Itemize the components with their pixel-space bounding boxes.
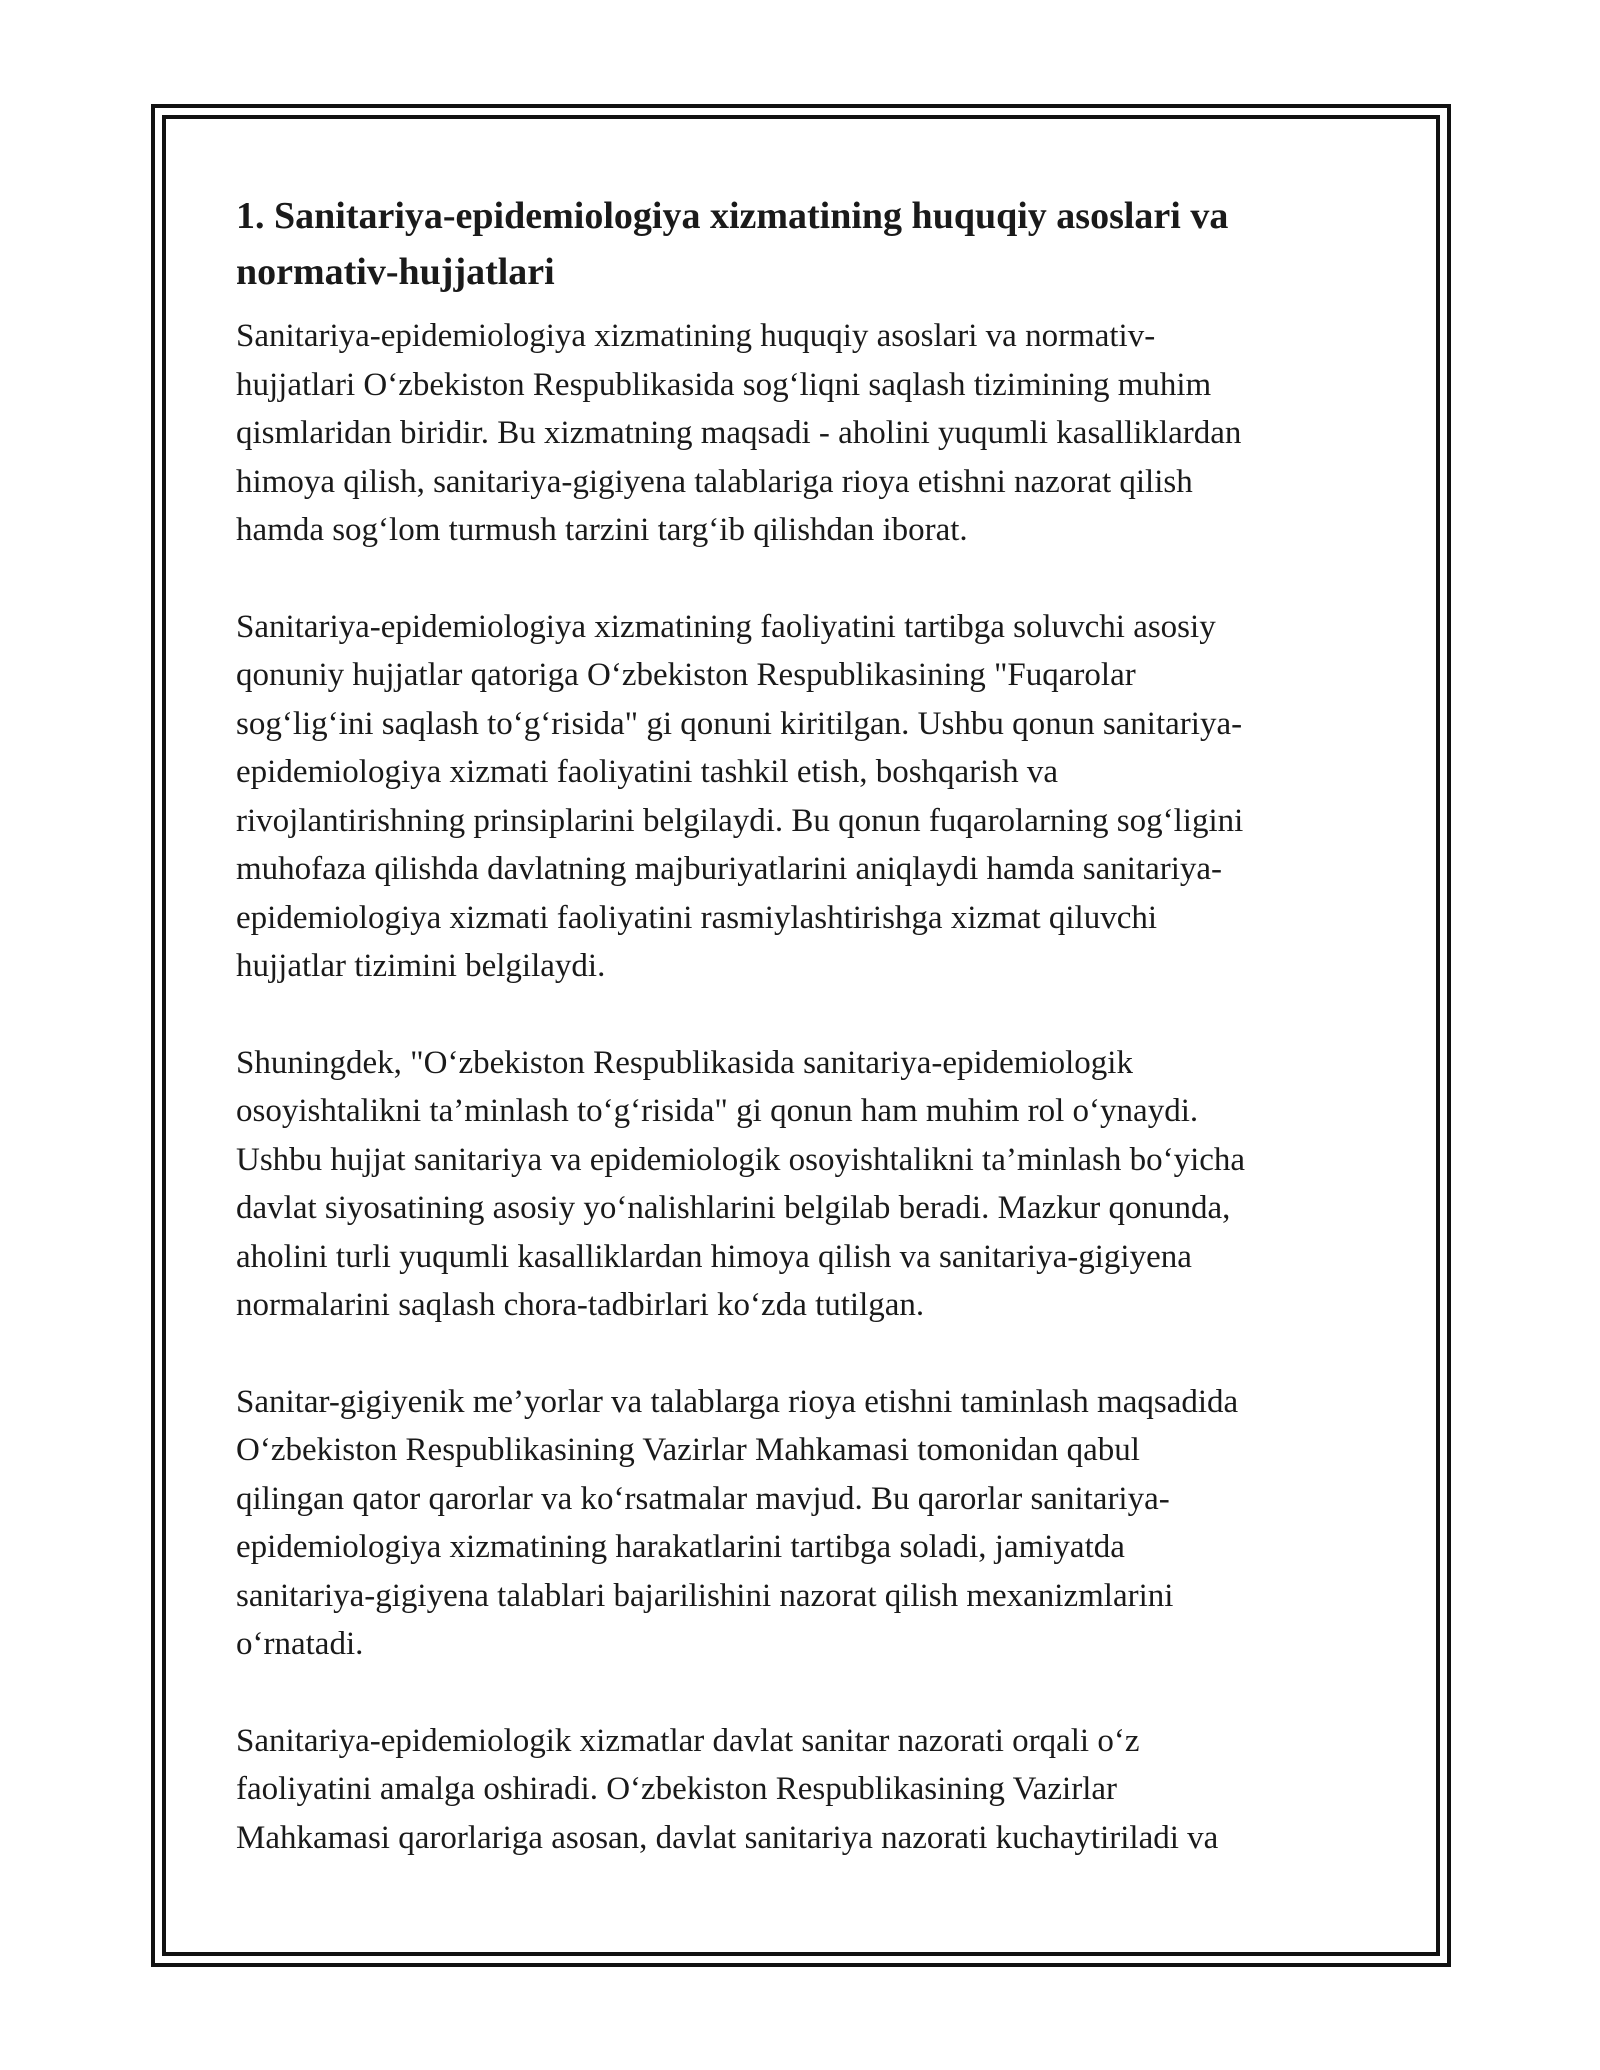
text-line: hujjatlari O‘zbekiston Respublikasida sog‘liqni saqlash tizimining muhim — [236, 366, 1212, 403]
paragraph-4 — [236, 1378, 1376, 1669]
text-line: epidemiologiya xizmati faoliyatini rasmiylashtirishga xizmat qiluvchi — [236, 899, 1158, 936]
paragraph-1 — [236, 312, 1376, 555]
text-line: himoya qilish, sanitariya-gigiyena talablariga rioya etishni nazorat qilish — [236, 463, 1193, 500]
text-line: Ushbu hujjat sanitariya va epidemiologik osoyishtalikni ta’minlash bo‘yicha — [236, 1141, 1246, 1178]
text-line: Mahkamasi qarorlariga asosan, davlat sanitariya nazorati kuchaytiriladi va — [236, 1819, 1219, 1856]
text-line: Sanitar-gigiyenik me’yorlar va talablarga rioya etishni taminlash maqsadida — [236, 1383, 1239, 1420]
text-line: epidemiologiya xizmati faoliyatini tashkil etish, boshqarish va — [236, 754, 1059, 790]
text-line: qonuniy hujjatlar qatoriga O‘zbekiston Respublikasining "Fuqarolar — [236, 657, 1136, 693]
text-line: Shuningdek, "O‘zbekiston Respublikasida sanitariya-epidemiologik — [236, 1044, 1133, 1081]
text-line: davlat siyosatining asosiy yo‘nalishlarini belgilab beradi. Mazkur qonunda, — [236, 1190, 1231, 1226]
paragraph-5 — [236, 1717, 1376, 1863]
text-line: sanitariya-gigiyena talablari bajarilishini nazorat qilish mexanizmlarini — [236, 1577, 1174, 1614]
text-line: Sanitariya-epidemiologiya xizmatining faoliyatini tartibga soluvchi asosiy — [236, 608, 1216, 645]
paragraph-2 — [236, 603, 1376, 991]
text-line: osoyishtalikni ta’minlash to‘g‘risida" gi qonun ham muhim rol o‘ynaydi. — [236, 1093, 1199, 1129]
text-line: sog‘lig‘ini saqlash to‘g‘risida" gi qonuni kiritilgan. Ushbu qonun sanitariya- — [236, 705, 1243, 742]
text-line: O‘zbekiston Respublikasining Vazirlar Mahkamasi tomonidan qabul — [236, 1432, 1140, 1468]
document-body — [236, 188, 1376, 1910]
text-line: faoliyatini amalga oshiradi. O‘zbekiston Respublikasining Vazirlar — [236, 1771, 1118, 1807]
heading-line: 1. Sanitariya-epidemiologiya xizmatining huquqiy asoslari va — [236, 195, 1229, 237]
section-heading — [236, 188, 1376, 300]
text-line: Sanitariya-epidemiologiya xizmatining huquqiy asoslari va normativ- — [236, 318, 1156, 354]
text-line: aholini turli yuqumli kasalliklardan himoya qilish va sanitariya-gigiyena — [236, 1238, 1192, 1275]
text-line: muhofaza qilishda davlatning majburiyatlarini aniqlaydi hamda sanitariya- — [236, 851, 1223, 887]
text-line: normalarini saqlash chora-tadbirlari ko‘zda tutilgan. — [236, 1287, 925, 1323]
text-line: epidemiologiya xizmatining harakatlarini tartibga soladi, jamiyatda — [236, 1529, 1125, 1565]
text-line: rivojlantirishning prinsiplarini belgilaydi. Bu qonun fuqarolarning sog‘ligini — [236, 802, 1244, 839]
heading-line: normativ-hujjatlari — [236, 251, 555, 293]
text-line: qismlaridan biridir. Bu xizmatning maqsadi - aholini yuqumli kasalliklardan — [236, 415, 1242, 451]
text-line: hujjatlar tizimini belgilaydi. — [236, 948, 606, 984]
text-line: o‘rnatadi. — [236, 1626, 364, 1662]
paragraph-3 — [236, 1039, 1376, 1330]
text-line: Sanitariya-epidemiologik xizmatlar davlat sanitar nazorati orqali o‘z — [236, 1722, 1140, 1759]
text-line: qilingan qator qarorlar va ko‘rsatmalar mavjud. Bu qarorlar sanitariya- — [236, 1480, 1170, 1517]
text-line: hamda sog‘lom turmush tarzini targ‘ib qilishdan iborat. — [236, 512, 968, 548]
